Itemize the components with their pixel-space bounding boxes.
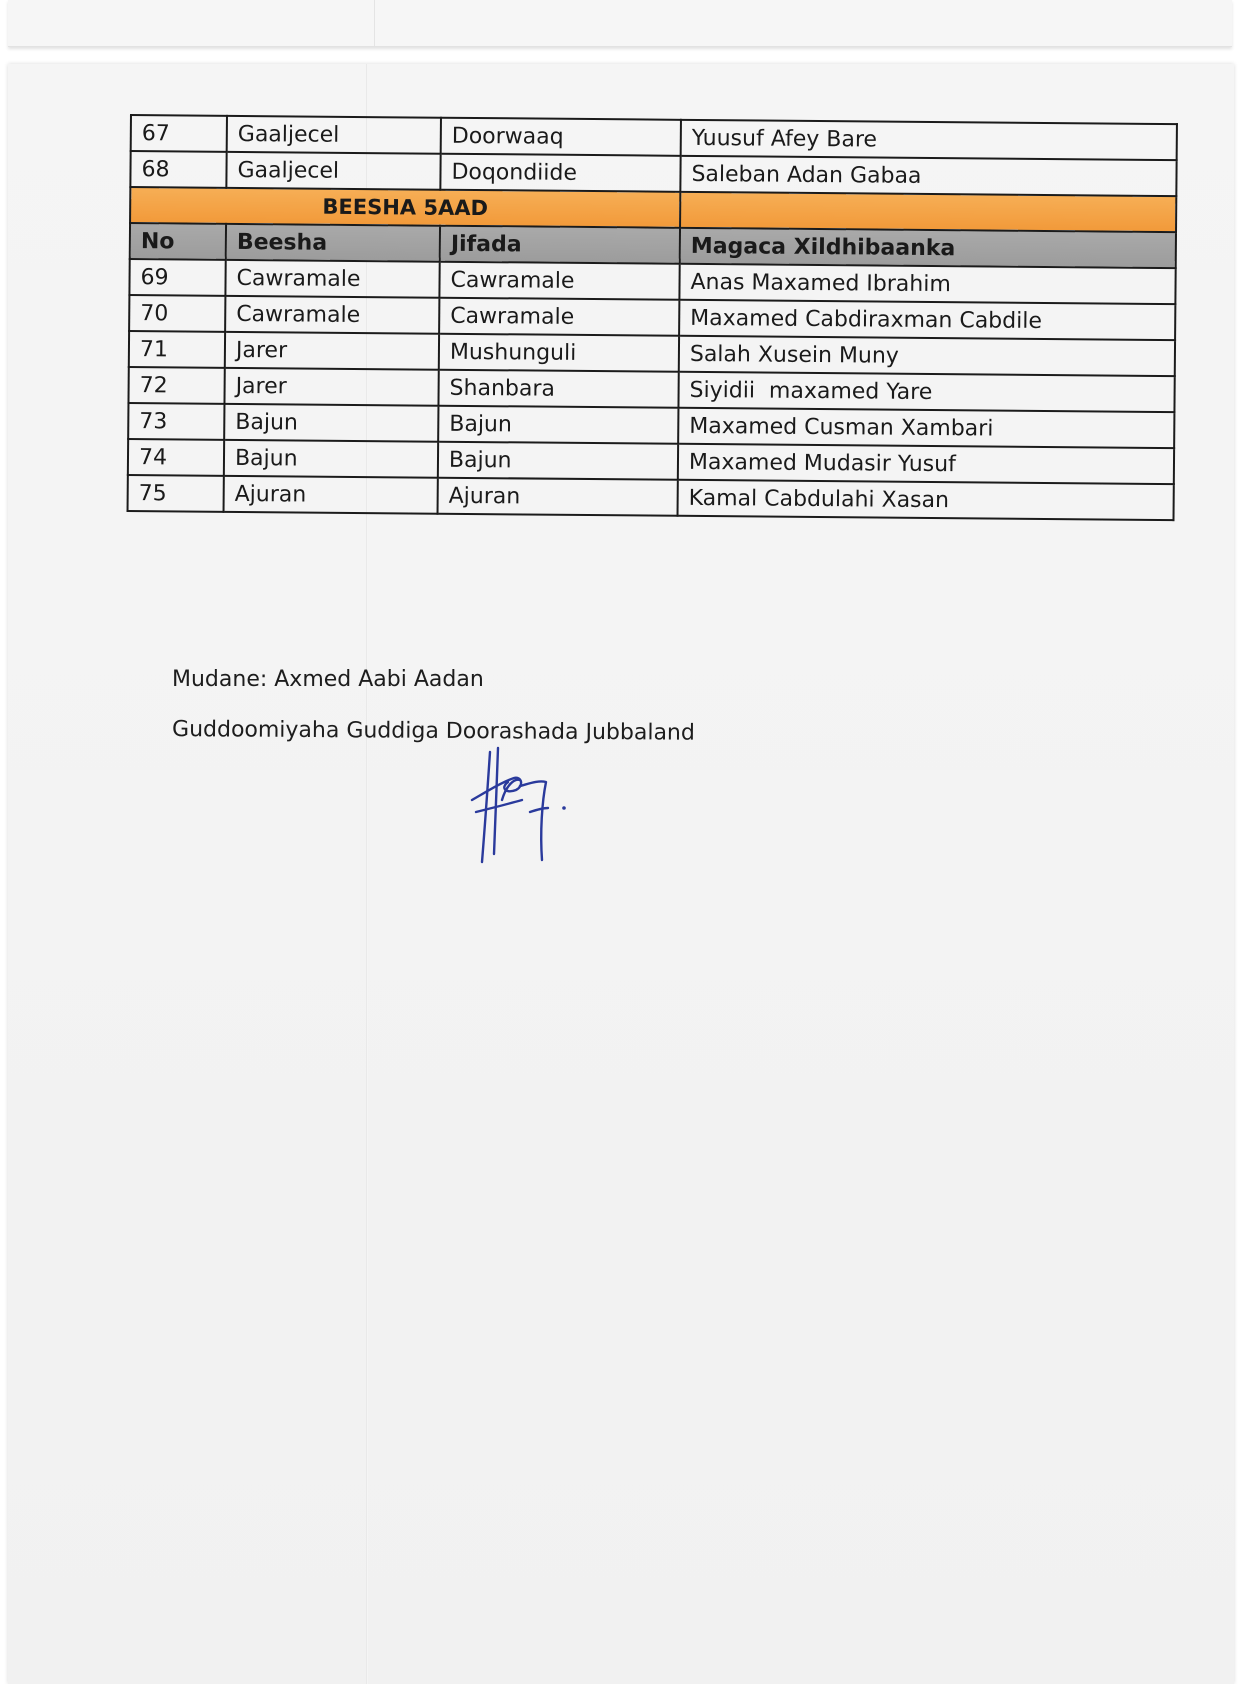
cell-beesha: Gaaljecel (226, 152, 440, 190)
cell-magaca: Anas Maxamed Ibrahim (679, 264, 1175, 304)
signature-stroke (520, 781, 546, 860)
cell-magaca: Siyidii maxamed Yare (678, 372, 1174, 412)
header-beesha: Beesha (226, 224, 440, 262)
cell-beesha: Jarer (225, 332, 439, 370)
document-page (8, 64, 1234, 1684)
cell-magaca: Salah Xusein Muny (679, 336, 1175, 376)
members-table (127, 114, 1178, 521)
cell-no: 74 (128, 439, 224, 476)
cell-beesha: Bajun (224, 440, 438, 478)
cell-jifada: Cawramale (439, 262, 679, 300)
members-table-container (127, 114, 1176, 521)
signature-stroke (530, 808, 548, 812)
cell-no: 73 (128, 403, 224, 440)
header-magaca: Magaca Xildhibaanka (680, 228, 1176, 268)
signatory-title: Guddoomiyaha Guddiga Doorashada Jubbaland (171, 717, 695, 746)
cell-magaca: Saleban Adan Gabaa (680, 156, 1176, 196)
cell-jifada: Bajun (438, 406, 678, 444)
section-empty-cell (680, 192, 1176, 232)
cell-no: 75 (128, 475, 224, 512)
signature-stroke (494, 748, 498, 854)
signature-stroke (482, 752, 490, 862)
section-title: BEESHA 5AAD (130, 187, 680, 228)
cell-jifada: Ajuran (438, 478, 678, 516)
cell-magaca: Maxamed Cabdiraxman Cabdile (679, 300, 1175, 340)
signature-dot (562, 806, 566, 810)
cell-beesha: Jarer (224, 368, 438, 406)
previous-page-edge (8, 0, 1232, 47)
signatory-name: Mudane: Axmed Aabi Aadan (172, 667, 484, 692)
page-fold-line (374, 0, 375, 46)
cell-beesha: Ajuran (224, 476, 438, 514)
cell-magaca: Yuusuf Afey Bare (681, 120, 1177, 160)
cell-magaca: Maxamed Mudasir Yusuf (678, 444, 1174, 484)
cell-beesha: Cawramale (225, 296, 439, 334)
cell-beesha: Gaaljecel (227, 116, 441, 154)
header-jifada: Jifada (440, 226, 680, 264)
signatory-block (172, 664, 695, 764)
cell-no: 69 (129, 259, 225, 296)
cell-jifada: Doorwaaq (441, 118, 681, 156)
cell-no: 70 (129, 295, 225, 332)
cell-jifada: Shanbara (438, 370, 678, 408)
cell-no: 72 (128, 367, 224, 404)
cell-jifada: Doqondiide (440, 154, 680, 192)
cell-magaca: Maxamed Cusman Xambari (678, 408, 1174, 448)
handwritten-signature (462, 742, 582, 872)
cell-magaca: Kamal Cabdulahi Xasan (678, 480, 1174, 520)
cell-no: 67 (131, 115, 227, 152)
cell-beesha: Bajun (224, 404, 438, 442)
cell-no: 71 (129, 331, 225, 368)
cell-beesha: Cawramale (225, 260, 439, 298)
signature-stroke (476, 800, 522, 812)
cell-jifada: Cawramale (439, 298, 679, 336)
cell-no: 68 (130, 151, 226, 188)
cell-jifada: Mushunguli (439, 334, 679, 372)
header-no: No (130, 223, 226, 260)
cell-jifada: Bajun (438, 442, 678, 480)
